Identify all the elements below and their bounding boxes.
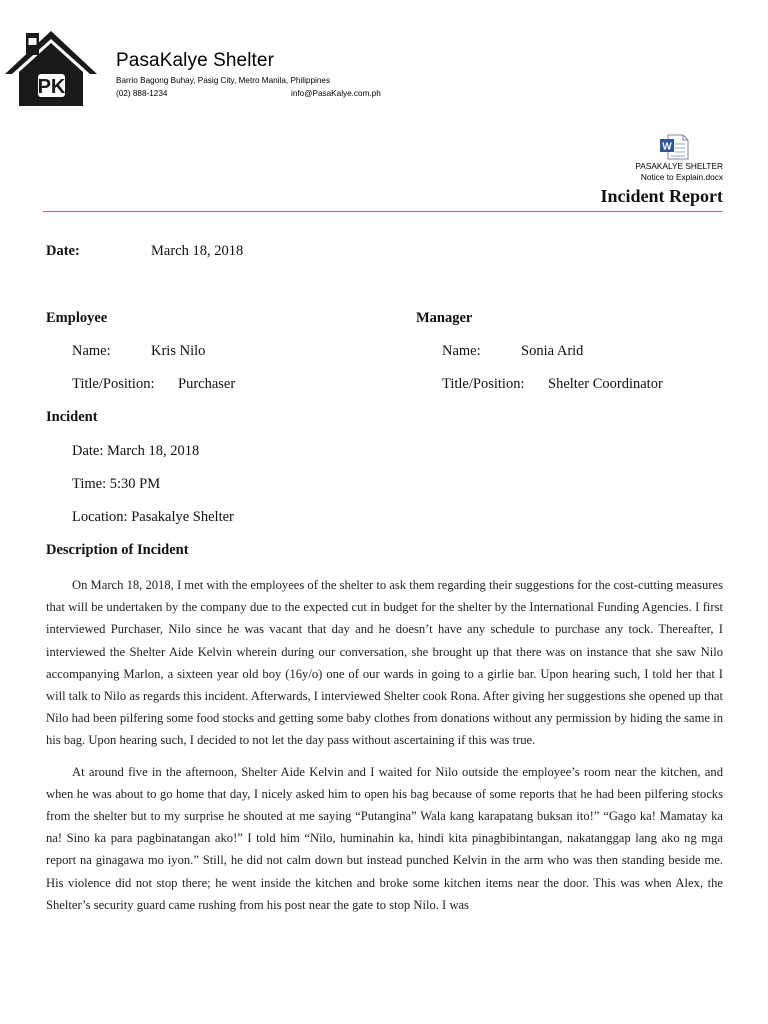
title-divider xyxy=(43,211,723,212)
report-date-label: Date: xyxy=(46,243,80,259)
description-paragraph-1: On March 18, 2018, I met with the employees of the shelter to ask them regarding their suggestions for the cost-cutting measures that will be undertaken by the company due to the expected cut in budget for the shelter by the International Funding Agencies. I first interviewed Purchaser, Nilo since he was vacant that day and he doesn’t have any schedule to purchase any tock. Thereafter, I interviewed the Shelter Aide Kelvin wherein during our conversation, she brought up that there was on instance that she saw Nilo accompanying Marlon, a sixteen year old boy (16y/o) one of our wards in going to a girlie bar. Upon hearing such, I told her that I will talk to Nilo as regards this incident. Afterwards, I interviewed Shelter cook Rona. After giving her suggestions she opened up that Nilo had been pilfering some food stocks and getting some baby clothes from donations without any permission by hiding the same in his bag. Upon hearing such, I decided to not let the day pass without ascertaining if this was true. xyxy=(46,578,723,748)
incident-heading: Incident xyxy=(46,409,98,425)
description-heading: Description of Incident xyxy=(46,542,189,558)
organization-email: info@PasaKalye.com.ph xyxy=(291,89,381,98)
manager-name-value: Sonia Arid xyxy=(521,343,584,359)
incident-time: Time: 5:30 PM xyxy=(72,476,161,492)
logo-text: PK xyxy=(37,76,66,98)
organization-name: PasaKalye Shelter xyxy=(116,50,275,71)
incident-date: Date: March 18, 2018 xyxy=(72,443,200,459)
manager-title-label: Title/Position: xyxy=(442,376,525,392)
description-body xyxy=(46,574,723,925)
incident-location: Location: Pasakalye Shelter xyxy=(72,509,234,525)
manager-heading: Manager xyxy=(416,310,473,326)
attachment-caption-org: PASAKALYE SHELTER xyxy=(635,161,723,171)
organization-phone: (02) 888-1234 xyxy=(116,89,168,98)
word-icon-letter: W xyxy=(662,141,672,153)
employee-title-label: Title/Position: xyxy=(72,376,155,392)
attachment-caption-file: Notice to Explain.docx xyxy=(640,172,723,182)
employee-name-value: Kris Nilo xyxy=(151,343,206,359)
employee-name-label: Name: xyxy=(72,343,111,359)
report-title: Incident Report xyxy=(600,186,723,206)
manager-name-label: Name: xyxy=(442,343,481,359)
word-document-icon[interactable] xyxy=(659,134,689,160)
shelter-logo xyxy=(4,28,98,108)
report-date-value: March 18, 2018 xyxy=(151,243,244,259)
employee-title-value: Purchaser xyxy=(178,376,236,392)
description-paragraph-2: At around five in the afternoon, Shelter Aide Kelvin and I waited for Nilo outside the employee’s room near the kitchen, and when he was about to go home that day, I nicely asked him to open his bag because of some reports that he had been pilfering stocks from the shelter but to my surprise he shouted at me saying “Putangina” Wala kang karapatang buksan ito!” “Gago ka! Mamatay ka na! Sino ka para pagbinatangan ako!” I told him “Nilo, huminahin ka, hindi kita pinagbibintangan, nakatanggap lang ako ng mga report na ginagawa mo iyon.” Still, he did not calm down but instead punched Kelvin in the arm who was then standing beside me. His violence did not stop there; he went inside the kitchen and broke some kitchen items near the door. This was when Alex, the Shelter’s security guard came rushing from his post near the gate to stop Nilo. I was xyxy=(46,764,723,912)
organization-address: Barrio Bagong Buhay, Pasig City, Metro Manila, Philippines xyxy=(116,76,331,85)
manager-title-value: Shelter Coordinator xyxy=(548,376,663,392)
employee-heading: Employee xyxy=(46,310,108,326)
